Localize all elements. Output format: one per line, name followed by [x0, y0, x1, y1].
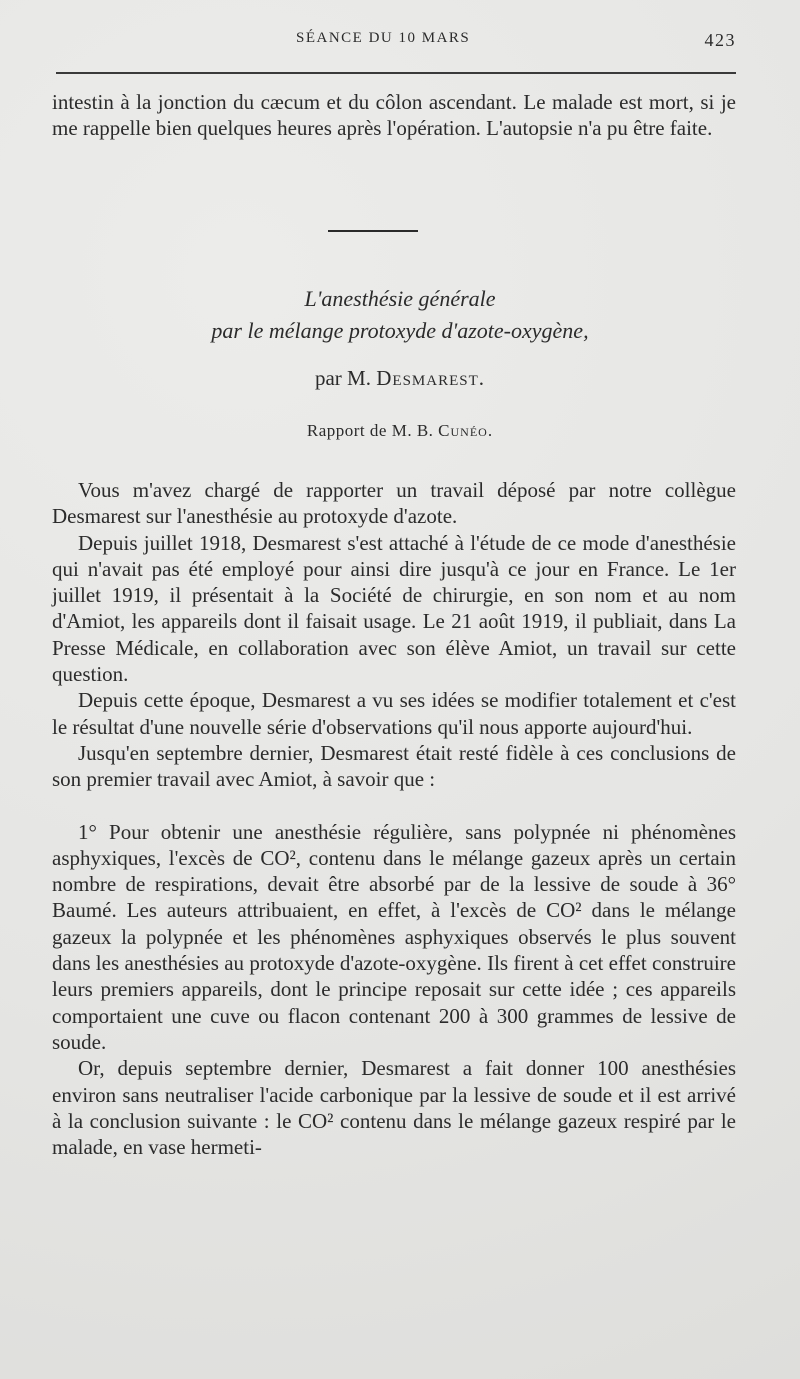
paragraph-4: Jusqu'en septembre dernier, Desmarest était resté fidèle à ces conclusions de son premier travail avec Amiot, à savoir que :	[52, 740, 736, 792]
article-title-line-2: par le mélange protoxyde d'azote-oxygène,	[211, 318, 589, 343]
running-title: SÉANCE DU 10 MARS	[296, 30, 471, 46]
paragraph-3: Depuis cette époque, Desmarest a vu ses idées se modifier totalement et c'est le résultat d'une nouvelle série d'observations qu'il nous apporte aujourd'hui.	[52, 688, 736, 739]
header-rule	[56, 72, 736, 74]
author-name: Desmarest.	[376, 366, 485, 390]
main-text	[52, 477, 736, 1160]
article-title-line-1: L'anesthésie générale	[304, 286, 496, 311]
paragraph-spacer	[52, 793, 736, 819]
paragraph-1: Vous m'avez chargé de rapporter un travail déposé par notre collègue Desmarest sur l'anesthésie au protoxyde d'azote.	[52, 478, 736, 529]
paragraph-6: Or, depuis septembre dernier, Desmarest a fait donner 100 anesthésies environ sans neutraliser l'acide carbonique par la lessive de soude et il est arrivé à la conclusion suivante : le CO² contenu dans le mélange gazeux respiré par le malade, en vase hermeti-	[52, 1056, 736, 1160]
report-prefix: Rapport de M. B.	[306, 421, 434, 440]
article-title-block	[0, 283, 800, 347]
intro-paragraph: intestin à la jonction du cæcum et du côlon ascendant. Le malade est mort, si je me rappelle bien quelques heures après l'opération. L'autopsie n'a pu être faite.	[52, 90, 736, 141]
section-divider	[328, 230, 418, 232]
author-line	[0, 366, 800, 391]
author-prefix: par M.	[314, 366, 371, 390]
page-header	[56, 30, 736, 60]
page-number: 423	[704, 30, 736, 50]
report-line	[0, 421, 800, 441]
paragraph-2: Depuis juillet 1918, Desmarest s'est attaché à l'étude de ce mode d'anesthésie qui n'avait pas été employé pour ainsi dire jusqu'à ce jour en France. Le 1er juillet 1919, il présentait à la Société de chirurgie, en son nom et au nom d'Amiot, les appareils dont il faisait usage. Le 21 août 1919, il publiait, dans La Presse Médicale, en collaboration avec son élève Amiot, un travail sur cette question.	[52, 530, 736, 687]
report-name: Cunéo.	[438, 421, 494, 440]
intro-paragraph-block	[52, 89, 736, 142]
paragraph-5: 1° Pour obtenir une anesthésie régulière, sans polypnée ni phénomènes asphyxiques, l'excès de CO², contenu dans le mélange gazeux après un certain nombre de respirations, devait être absorbé par de la lessive de soude à 36° Baumé. Les auteurs attribuaient, en effet, à l'excès de CO² dans le mélange gazeux la polypnée et les phénomènes asphyxiques observés le plus souvent dans les anesthésies au protoxyde d'azote-oxygène. Ils firent à cet effet construire leurs premiers appareils, dont le principe reposait sur cette idée ; ces appareils comportaient une cuve ou flacon contenant 200 à 300 grammes de lessive de soude.	[52, 819, 736, 1054]
